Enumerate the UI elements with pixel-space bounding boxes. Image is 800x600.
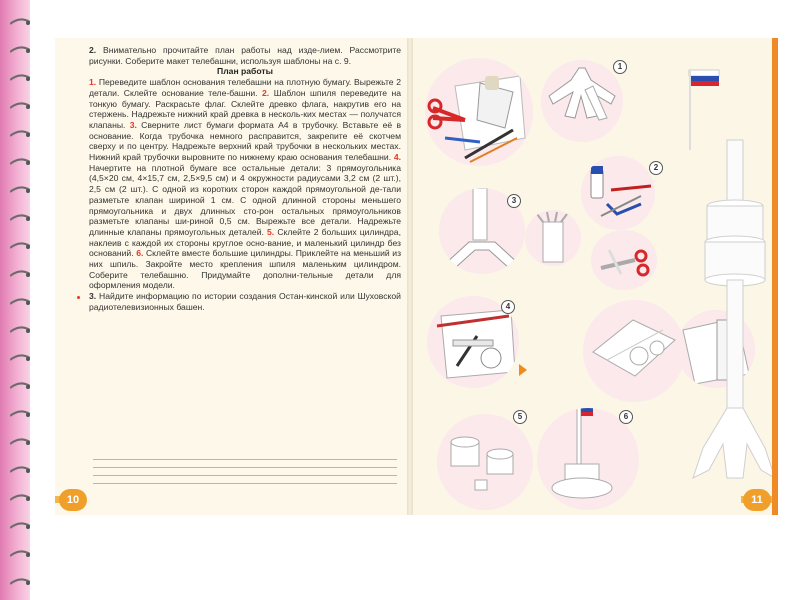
step-badge-3: 3 [507,194,521,208]
answer-line [93,468,397,476]
answer-line [93,476,397,484]
task-3-number: 3. [89,291,97,302]
answer-line [93,460,397,468]
plan-title: План работы [217,66,273,77]
illustration-cylinders [437,414,533,510]
step-5-text: Склейте 2 больших цилиндра, наклеив с каждой их стороны круглое осно-вание, и маленький цилиндр без оснований. [89,226,401,259]
step-3-number: 3. [129,119,137,130]
cylinders-drawing [437,414,533,510]
spiral-ring [10,270,30,280]
tube-slits-drawing [525,210,581,266]
spiral-ring [10,354,30,364]
spiral-ring [10,74,30,84]
step-4-number: 4. [393,152,401,163]
left-page [55,38,407,515]
step-6-text: Склейте вместе большие цилиндры. Приклейте на меньший из них шпиль. Закройте место крепления шпиля маленьким цилиндром. Соберите телебашню. Придумайте дополни-тельные детали для оформления модели. [89,248,402,291]
spiral-ring [10,186,30,196]
cut-parts-drawing [583,300,685,402]
spiral-ring [10,522,30,532]
step-badge-5: 5 [513,410,527,424]
spiral-ring [10,466,30,476]
page-edge-accent [772,38,778,515]
left-page-text [89,45,401,313]
step-5-number: 5. [267,226,275,237]
spiral-ring [10,130,30,140]
illustration-tube-slits [525,210,581,266]
spiral-ring [10,18,30,28]
illustration-base [541,60,623,142]
illustration-cut-parts [583,300,685,402]
spiral-ring [10,158,30,168]
step-3-text: Сверните лист бумаги формата А4 в трубочку. Вставьте её в основание. Когда трубочка немного расправится, закрепите её скотчем сверху и по центру. Надрежьте верхний край трубочки в нескольких местах. Нижний край трубочки выровните по нижнему краю основания телебашни. [89,119,402,163]
spiral-ring [10,550,30,560]
step-2-number: 2. [262,87,270,98]
textbook-spread [55,38,778,515]
spiral-ring [10,382,30,392]
step-2-text: Шаблон шпиля переведите на тонкую бумагу. Раскрасьте флаг. Склейте древко флага, накрутив его на стержень. Надрежьте нижний край древка в несколь-ких местах — получатся клапаны. [89,87,401,130]
flag-parts-drawing [581,156,655,230]
step-1-text: Переведите шаблон основания телебашни на плотную бумагу. Вырежьте 2 детали. Склейте основание теле-башни. [89,77,401,98]
task-3 [89,291,401,312]
task-3-text: Найдите информацию по истории создания Остан-кинской или Шуховской радиотелевизионных башен. [89,291,401,312]
spiral-ring [10,494,30,504]
spiral-ring [10,578,30,588]
plan-steps [89,77,401,291]
step-badge-6: 6 [619,410,633,424]
task-2-number: 2. [89,45,97,55]
spiral-ring [10,438,30,448]
illustration-flag-parts [581,156,655,230]
margin-dot [77,296,80,299]
step-badge-1: 1 [613,60,627,74]
spiral-ring [10,214,30,224]
answer-line [93,452,397,460]
spiral-ring [10,242,30,252]
base-drawing [541,60,623,142]
step-6-number: 6. [136,248,144,259]
scissors-drawing [591,230,657,290]
step-badge-2: 2 [649,161,663,175]
task-2 [89,45,401,66]
page-number-left: 10 [59,489,87,511]
right-page [413,38,778,515]
materials-drawing [425,58,533,166]
step-4-text: Начертите на плотной бумаге все остальные детали: 3 прямоугольника (4,5×20 см, 4×15,7 см, 2,5×9,5 см) и 4 окружности радиусами 3,2 см (2 шт.), 2,5 см (2 шт.). С одной из коротких сторон каждой прямоугольной де-тали разметьте клапан шириной 1 см. С одной длинной стороны меньшего прямоугольника и двух длинных сто-рон остальных прямоугольников разметьте клапаны ши-риной 0,5 см. Вырежьте все детали. Надрежьте длинные клапаны прямоугольных деталей. [89,162,401,237]
illustration-materials [425,58,533,166]
tv-tower-model [683,68,777,484]
answer-lines [93,452,397,484]
spiral-ring [10,46,30,56]
illustration-scissors [591,230,657,290]
spiral-ring [10,326,30,336]
spiral-ring [10,298,30,308]
step-1-number: 1. [89,77,97,88]
spiral-ring [10,410,30,420]
arrow-right-icon [519,364,527,376]
task-2-text: Внимательно прочитайте план работы над изде-лием. Рассмотрите рисунки. Соберите макет телебашни, используя шаблоны на с. 9. [89,45,401,66]
page-number-right: 11 [743,489,771,511]
spiral-ring [10,102,30,112]
step-badge-4: 4 [501,300,515,314]
